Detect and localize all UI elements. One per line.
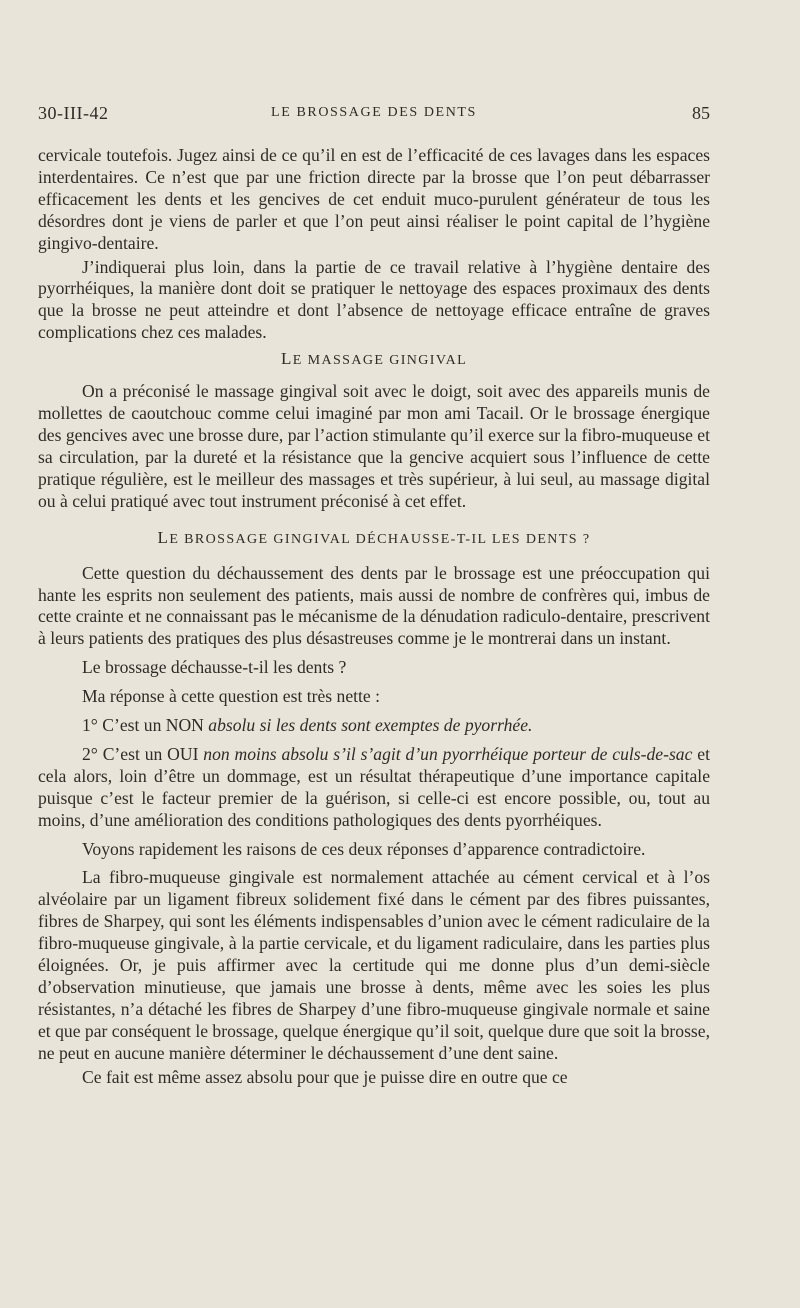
paragraph: Ce fait est même assez absolu pour que je puisse dire en outre que ce: [82, 1066, 568, 1087]
header-date: 30-III-42: [38, 103, 109, 123]
paragraph: On a préconisé le massage gingival soit avec le doigt, soit avec des appareils munis de mollettes de caoutchouc comme celui imaginé par mon ami Tacail. Or le brossage énergique des gencives avec une brosse dure, par l’action stimulante qu’il exerce sur la fibro-muqueuse et sa circulation, par la dureté et la résistance que la gencive acquiert sous l’influence de cette pratique régulière, est le meilleur des massages et très supérieur, à lui seul, au massage digital ou à celui pratiqué avec tout instrument préconisé à cet effet.: [38, 381, 710, 511]
section-heading-dechausse: LE BROSSAGE GINGIVAL DÉCHAUSSE-T-IL LES DENTS ?: [157, 527, 591, 547]
paragraph: cervicale toutefois. Jugez ainsi de ce qu’il en est de l’efficacité de ces lavages dans les espaces interdentaires. Ce n’est que par une friction directe par la brosse que l’on peut débarrasser efficacement les dents et les gencives de cet enduit muco-purulent générateur de tous les désordres dont je viens de parler et que l’on peut ainsi réaliser le point capital de l’hygiène gingivo-dentaire.: [38, 145, 710, 253]
running-title: LE BROSSAGE DES DENTS: [271, 105, 477, 120]
page-number: 85: [692, 103, 710, 123]
paragraph: Ma réponse à cette question est très nette :: [82, 686, 381, 707]
answer-one: 1° C’est un NON absolu si les dents sont exemptes de pyorrhée.: [82, 715, 533, 736]
running-header: [38, 103, 710, 129]
paragraph: Le brossage déchausse-t-il les dents ?: [82, 657, 347, 678]
page-body: [38, 145, 710, 1089]
paragraph: Cette question du déchaussement des dents par le brossage est une préoccupation qui hante les esprits non seulement des patients, mais aussi de nombre de confrères qui, imbus de cette crainte et ne connaissant pas le mécanisme de la dénudation radiculo-dentaire, prescrivent à leurs patients des pratiques des plus désastreuses comme je le montrerai dans un instant.: [38, 562, 710, 649]
section-heading-massage: LE MASSAGE GINGIVAL: [280, 349, 468, 369]
paragraph: La fibro-muqueuse gingivale est normalement attachée au cément cervical et à l’os alvéolaire par un ligament fibreux solidement fixé dans le cément par des fibres puissantes, fibres de Sharpey, qui sont les éléments indispensables d’union avec le cément radiculaire de la fibro-muqueuse gingivale, à la partie cervicale, et du ligament radiculaire, dans les parties plus éloignées. Or, je puis affirmer avec la certitude qui me donne plus d’un demi-siècle d’observation minutieuse, que jamais une brosse à dents, même avec les soies les plus résistantes, n’a détaché les fibres de Sharpey d’une fibro-muqueuse gingivale normale et saine et que par conséquent le brossage, quelque énergique qu’il soit, quelque dure que soit la brosse, ne peut en aucune manière déterminer le déchaussement d’une dent saine.: [38, 867, 710, 1063]
paragraph: Voyons rapidement les raisons de ces deux réponses d’apparence contradictoire.: [82, 838, 646, 859]
answer-two: 2° C’est un OUI non moins absolu s’il s’agit d’un pyorrhéique porteur de culs-de-sac et cela alors, loin d’être un dommage, est un résultat thérapeutique d’une importance capitale puisque c’est le facteur premier de la guérison, si celle-ci est encore possible, ou, tout au moins, d’une amélioration des conditions pathologiques des dents pyorrhéiques.: [38, 743, 710, 830]
paragraph: J’indiquerai plus loin, dans la partie de ce travail relative à l’hygiène dentaire des pyorrhéiques, la manière dont doit se pratiquer le nettoyage des espaces proximaux des dents que la brosse ne peut atteindre et dont l’absence de nettoyage efficace entraîne de graves complications chez ces malades.: [38, 256, 710, 343]
